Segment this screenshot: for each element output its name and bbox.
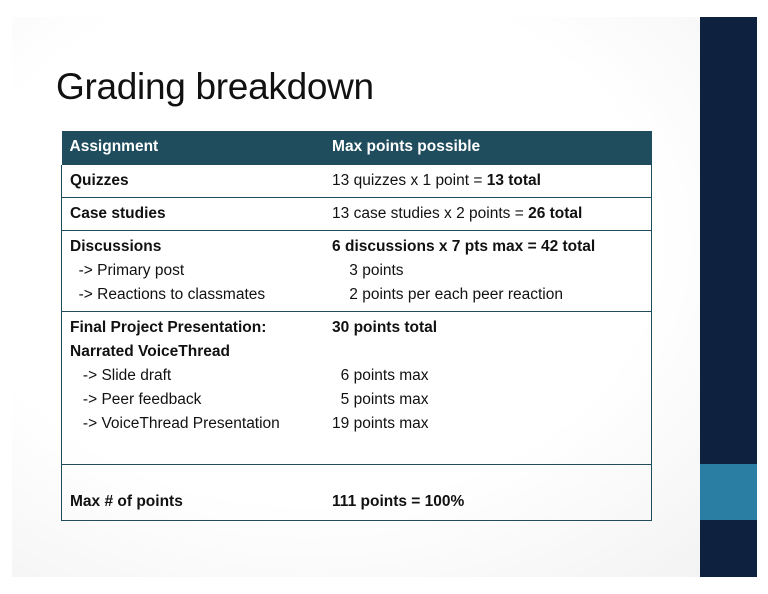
case-studies-label: Case studies	[62, 198, 325, 231]
quizzes-points-total: 13 total	[486, 172, 541, 189]
max-points-value: 111 points = 100%	[324, 465, 651, 521]
max-points-label: Max # of points	[62, 465, 325, 521]
final-project-item-voicethread-points: 19 points max	[332, 415, 429, 432]
final-project-item-peer-feedback-label: -> Peer feedback	[70, 391, 202, 408]
quizzes-points	[324, 165, 651, 198]
discussions-item-primary-points: 3 points	[332, 262, 404, 279]
final-project-item-peer-feedback-points: 5 points max	[332, 391, 429, 408]
final-project-item-voicethread-label: -> VoiceThread Presentation	[70, 415, 280, 432]
case-studies-points	[324, 198, 651, 231]
case-studies-points-text: 13 case studies x 2 points =	[332, 205, 529, 222]
final-project-label-line2: Narrated VoiceThread	[70, 343, 230, 360]
table-row-case-studies	[62, 198, 652, 231]
table-header-row	[62, 131, 652, 165]
discussions-label: Discussions	[70, 238, 162, 255]
final-project-label-cell	[62, 312, 325, 465]
slide-title: Grading breakdown	[56, 66, 374, 107]
final-project-item-slide-draft-points: 6 points max	[332, 367, 429, 384]
quizzes-points-text: 13 quizzes x 1 point =	[332, 172, 487, 189]
discussions-label-cell	[62, 231, 325, 312]
discussions-summary: 6 discussions x 7 pts max = 42 total	[332, 238, 596, 255]
discussions-points-cell	[324, 231, 651, 312]
discussions-item-primary-label: -> Primary post	[70, 262, 185, 279]
table-row-quizzes	[62, 165, 652, 198]
quizzes-label: Quizzes	[62, 165, 325, 198]
final-project-label-line1: Final Project Presentation:	[70, 319, 267, 336]
header-assignment: Assignment	[62, 131, 325, 165]
final-project-spacer	[332, 340, 651, 364]
discussions-item-reactions-points: 2 points per each peer reaction	[332, 286, 563, 303]
final-project-summary: 30 points total	[332, 319, 438, 336]
slide-sidebar-accent	[700, 464, 757, 520]
table-row-max-points	[62, 465, 652, 521]
final-project-item-slide-draft-label: -> Slide draft	[70, 367, 172, 384]
case-studies-points-total: 26 total	[528, 205, 583, 222]
final-project-points-cell	[324, 312, 651, 465]
discussions-item-reactions-label: -> Reactions to classmates	[70, 286, 266, 303]
table-row-final-project	[62, 312, 652, 465]
grading-table	[61, 131, 652, 521]
header-max-points: Max points possible	[324, 131, 651, 165]
table-row-discussions	[62, 231, 652, 312]
